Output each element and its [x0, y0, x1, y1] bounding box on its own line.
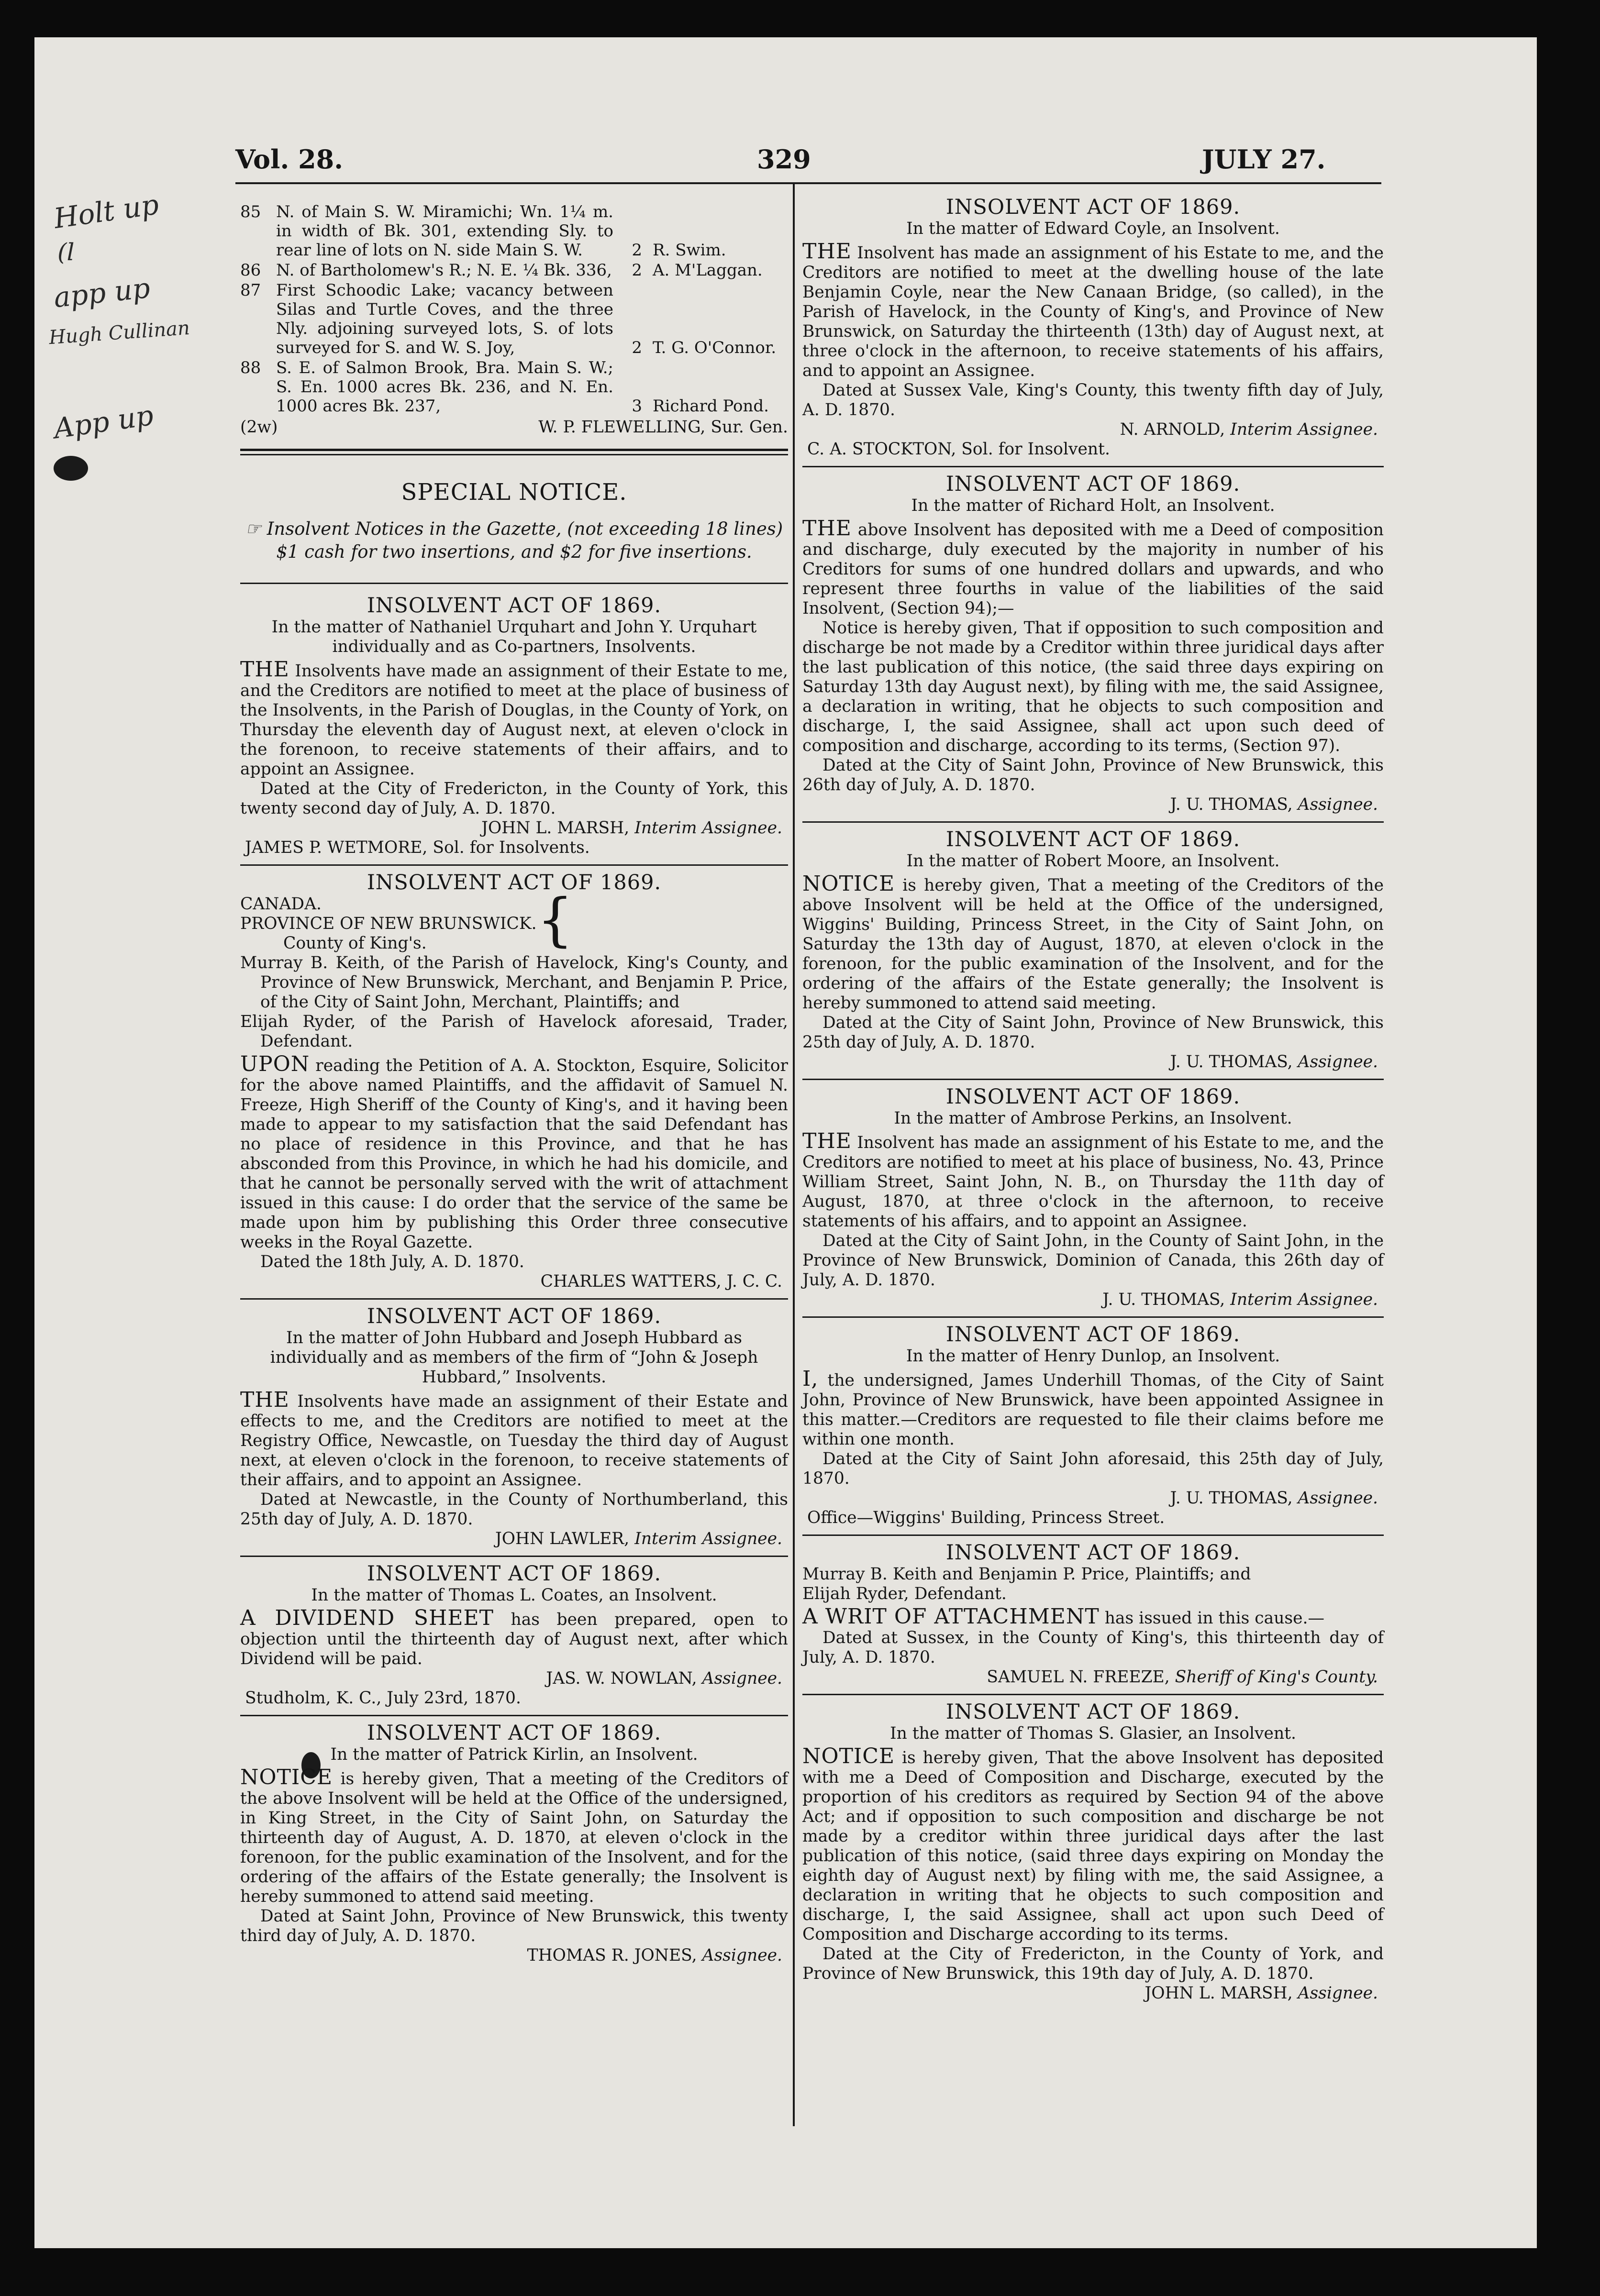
notice-body-text: the undersigned, James Underhill Thomas, of the City of Saint John, Province of New Brunswick, have been appointed Assignee in this matter.—Creditors are requested to file their claims before me within one month.: [802, 1371, 1384, 1449]
notice-matter: In the matter of Ambrose Perkins, an Insolvent.: [894, 1109, 1292, 1128]
notice-lead: NOTICE: [240, 1765, 333, 1789]
notice-body: [802, 1369, 1384, 1449]
signer-role: Interim Assignee.: [634, 1529, 782, 1548]
notice-title: INSOLVENT ACT OF 1869.: [945, 195, 1241, 219]
notice-body-text: is hereby given, That the above Insolvent has deposited with me a Deed of Composition and Discharge, executed by the proportion of his creditors as required by Section 94 of the above Act; and if opposition to such composition and discharge be not made by a creditor within three juridical days after the last publication of this notice, (said three days expiring on Monday the eighth day of August next) by filing with me, the said Assignee, a declaration in writing that he objects to such composition and discharge, I, the said Assignee, shall act upon such Deed of Composition and Discharge according to its terms.: [802, 1748, 1384, 1944]
signer-name: N. ARNOLD,: [1120, 420, 1225, 439]
notice-body: [240, 1608, 788, 1669]
notice-body-text: has issued in this cause.—: [1104, 1609, 1325, 1628]
notice-extra: Office—Wiggins' Building, Princess Street.: [807, 1508, 1165, 1527]
notice-body: [802, 1604, 1384, 1629]
surveyor-general: W. P. FLEWELLING, Sur. Gen.: [538, 418, 788, 437]
notice-body-continued: Notice is hereby given, That if opposition to such composition and discharge be not made by a Creditor within three juridical days after the last publication of this notice, (the said three days expiring on Saturday 13th day August next), by filing with me, the said Assignee, a declaration in writing, that he objects to such composition and discharge, I, the said Assignee, shall act upon such deed of composition and discharge, according to its terms, (Section 97).: [802, 618, 1384, 755]
signer-name: THOMAS R. JONES,: [527, 1946, 697, 1965]
notice-title: INSOLVENT ACT OF 1869.: [945, 472, 1241, 496]
land-list-code: (2w): [240, 418, 278, 437]
header-rule: [235, 182, 1381, 184]
pointing-hand-icon: ☞: [245, 519, 262, 539]
notice-body: [802, 239, 1384, 381]
notice-title: INSOLVENT ACT OF 1869.: [945, 828, 1241, 851]
notice-title: INSOLVENT ACT OF 1869.: [945, 1323, 1241, 1347]
signer-role: Interim Assignee.: [1230, 1290, 1378, 1309]
notice-matter: In the matter of Patrick Kirlin, an Insolvent.: [330, 1745, 698, 1764]
signer-name: SAMUEL N. FREEZE,: [987, 1667, 1170, 1687]
brace-icon: {: [537, 887, 574, 953]
notice-body: [802, 1131, 1384, 1231]
notice-dated: Dated at the City of Fredericton, in the County of York, and Province of New Brunswick, this 19th day of July, A. D. 1870.: [802, 1944, 1384, 1983]
notice-body: [240, 1054, 788, 1252]
notice-signature: [240, 1946, 788, 1965]
land-row-count: 3: [632, 397, 642, 416]
signer-name: JOHN LAWLER,: [495, 1529, 630, 1548]
notice-dated: Dated at the City of Saint John aforesaid, this 25th day of July, 1870.: [802, 1449, 1384, 1488]
notice-body-text: Insolvents have made an assignment of their Estate and effects to me, and the Creditors are notified to meet at the Registry Office, Newcastle, on Tuesday the third day of August next, at eleven o'clock in the forenoon, to receive statements of their affairs, and to appoint an Assignee.: [240, 1392, 788, 1490]
notice-lead: A DIVIDEND SHEET: [240, 1606, 494, 1630]
notice-signature: [240, 1669, 788, 1689]
insolvent-notice: [802, 190, 1384, 464]
notice-signature: [802, 1290, 1384, 1310]
notice-signature: [802, 1052, 1384, 1072]
notice-body: [802, 1746, 1384, 1944]
notice-signature: [240, 1529, 788, 1549]
notice-body-text: above Insolvent has deposited with me a Deed of composition and discharge, duly executed by the majority in number of his Creditors for sums of one hundred dollars and upwards, and who represent three fourths in value of the liabilities of the said Insolvent, (Section 94);—: [802, 520, 1384, 618]
signer-role: Assignee.: [1298, 1984, 1378, 2003]
right-notices: [802, 190, 1384, 2008]
party-line: Murray B. Keith and Benjamin P. Price, Plaintiffs; and: [802, 1565, 1251, 1584]
column-divider: [793, 184, 795, 2126]
insolvent-notice: [802, 1536, 1384, 1692]
notice-lead: THE: [240, 1388, 289, 1412]
notice-signature: [802, 795, 1384, 815]
section-rule: [240, 583, 788, 584]
notice-matter: In the matter of Edward Coyle, an Insolvent.: [906, 219, 1280, 238]
insolvent-notice: [240, 589, 788, 862]
notice-lead: A WRIT OF ATTACHMENT: [802, 1604, 1100, 1629]
special-notice-line-2: $1 cash for two insertions, and $2 for five insertions.: [276, 541, 752, 562]
signer-role: Interim Assignee.: [634, 818, 782, 838]
right-column: [802, 190, 1384, 2008]
notice-dated: Dated at the City of Saint John, in the County of Saint John, in the Province of New Brunswick, Dominion of Canada, this 26th day of July, A. D. 1870.: [802, 1231, 1384, 1290]
insolvent-notice: [802, 467, 1384, 819]
notice-matter: In the matter of Henry Dunlop, an Insolvent.: [906, 1347, 1280, 1366]
signer-name: JAS. W. NOWLAN,: [546, 1669, 697, 1688]
notice-signature: [802, 1984, 1384, 2003]
signer-name: CHARLES WATTERS, J. C. C.: [540, 1272, 782, 1291]
notice-matter: In the matter of Nathaniel Urquhart and John Y. Urquhart individually and as Co-partners, Insolvents.: [271, 618, 757, 656]
signer-name: J. U. THOMAS,: [1170, 1052, 1293, 1071]
notice-signature: [802, 1489, 1384, 1508]
notice-dated: Dated at Sussex, in the County of King's, this thirteenth day of July, A. D. 1870.: [802, 1628, 1384, 1667]
notice-dated: Dated the 18th July, A. D. 1870.: [260, 1252, 524, 1271]
signer-role: Assignee.: [702, 1669, 782, 1688]
notice-body-text: has been prepared, open to objection until the thirteenth day of August next, after which Dividend will be paid.: [240, 1610, 789, 1668]
land-row-number: 86: [240, 261, 261, 280]
land-row: [240, 358, 788, 416]
notice-body-text: Insolvent has made an assignment of his Estate to me, and the Creditors are notified to meet at the dwelling house of the late Benjamin Coyle, near the New Canaan Bridge, (so called), in the Parish of Havelock, in the County of King's, and Province of New Brunswick, on Saturday the thirteenth (13th) day of August next, at three o'clock in the afternoon, to receive statements of his affairs, and to appoint an Assignee.: [802, 243, 1384, 380]
party-line: Elijah Ryder, of the Parish of Havelock aforesaid, Trader, Defendant.: [240, 1012, 788, 1051]
signer-name: J. U. THOMAS,: [1102, 1290, 1225, 1309]
notice-signature: [240, 1272, 788, 1292]
ink-blot: [54, 456, 88, 481]
notice-lead: THE: [240, 657, 289, 682]
court-line: County of King's.: [283, 934, 427, 953]
notice-dated: Dated at the City of Fredericton, in the County of York, this twenty second day of July, A. D. 1870.: [240, 779, 788, 818]
land-row: [240, 281, 788, 357]
notice-lead: THE: [802, 1129, 852, 1153]
notice-matter: In the matter of Richard Holt, an Insolvent.: [911, 496, 1275, 515]
notice-signature: [802, 1667, 1384, 1687]
land-list-footer: [240, 418, 788, 437]
party-line: Elijah Ryder, Defendant.: [802, 1584, 1007, 1603]
notice-matter: In the matter of Thomas L. Coates, an Insolvent.: [311, 1586, 717, 1605]
land-row-number: 88: [240, 358, 261, 377]
court-heading: [240, 887, 788, 953]
signer-name: JOHN L. MARSH,: [481, 818, 630, 838]
margin-note-1: Holt up: [52, 188, 161, 235]
notice-extra: JAMES P. WETMORE, Sol. for Insolvents.: [245, 838, 590, 857]
signer-role: Sheriff of King's County.: [1175, 1667, 1378, 1687]
land-row-applicant: A. M'Laggan.: [653, 261, 763, 280]
land-row-applicant: Richard Pond.: [653, 397, 769, 416]
notice-title: INSOLVENT ACT OF 1869.: [367, 594, 662, 618]
notice-title: INSOLVENT ACT OF 1869.: [945, 1541, 1241, 1565]
notice-dated: Dated at Sussex Vale, King's County, this twenty fifth day of July, A. D. 1870.: [802, 381, 1384, 419]
notice-body: [240, 657, 789, 779]
notice-extra: Studholm, K. C., July 23rd, 1870.: [245, 1689, 521, 1708]
land-row-applicant: R. Swim.: [653, 241, 726, 260]
notice-dated: Dated at Saint John, Province of New Brunswick, this twenty third day of July, A. D. 1870.: [240, 1907, 788, 1945]
notice-dated: Dated at the City of Saint John, Province of New Brunswick, this 26th day of July, A. D. 1870.: [802, 756, 1384, 795]
signer-role: Interim Assignee.: [1230, 420, 1378, 439]
gazette-page: [34, 37, 1537, 2248]
land-row-number: 85: [240, 202, 261, 221]
insolvent-notice: [240, 1557, 788, 1713]
margin-note-2: (l: [57, 238, 75, 266]
signer-role: Assignee.: [702, 1946, 782, 1965]
notice-signature: [240, 818, 788, 838]
section-rule: [240, 449, 788, 455]
insolvent-notice: [802, 1318, 1384, 1533]
land-row-description: S. E. of Salmon Brook, Bra. Main S. W.; S. En. 1000 acres Bk. 236, and N. En. 1000 acres Bk. 237,: [276, 358, 613, 416]
page-number: 329: [757, 144, 811, 175]
notice-body-text: Insolvent has made an assignment of his Estate to me, and the Creditors are notified to meet at his place of business, No. 43, Prince William Street, Saint John, N. B., on Thursday the 11th day of August, 1870, at three o'clock in the afternoon, to receive statements of his affairs, and to appoint an Assignee.: [802, 1133, 1384, 1231]
signer-role: Assignee.: [1298, 1052, 1378, 1071]
court-line: PROVINCE OF NEW BRUNSWICK.: [240, 914, 537, 933]
notice-title: INSOLVENT ACT OF 1869.: [945, 1700, 1241, 1724]
land-row: [240, 261, 788, 280]
notice-lead: THE: [802, 239, 852, 264]
court-line: CANADA.: [240, 894, 322, 914]
land-row-description: First Schoodic Lake; vacancy between Silas and Turtle Coves, and the three Nly. adjoining surveyed lots, S. of lots surveyed for S. and W. S. Joy,: [276, 281, 613, 357]
insolvent-notice: [240, 1716, 788, 1970]
notice-body-text: is hereby given, That a meeting of the Creditors of the above Insolvent will be held at the Office of the undersigned, Wiggins' Building, Princess Street, in the City of Saint John, on Saturday the 13th day of August, 1870, at eleven o'clock in the forenoon, for the public examination of the Insolvent, and for the ordering of the affairs of the Estate generally; the Insolvent is hereby summoned to attend said meeting.: [802, 876, 1384, 1013]
notice-body: [240, 1390, 788, 1490]
signer-role: Assignee.: [1298, 1489, 1378, 1508]
notice-title: INSOLVENT ACT OF 1869.: [367, 1304, 662, 1328]
margin-note-4: Hugh Cullinan: [48, 317, 191, 349]
notice-matter: In the matter of Robert Moore, an Insolvent.: [906, 851, 1280, 871]
margin-note-5: App up: [52, 398, 156, 445]
notice-body-text: is hereby given, That a meeting of the Creditors of the above Insolvent will be held at the Office of the undersigned, in King Street, in the City of Saint John, on Saturday the thirteenth day of August, A. D. 1870, at eleven o'clock in the forenoon, for the public examination of the Insolvent, and for the ordering of the affairs of the Estate generally; the Insolvent is hereby summoned to attend said meeting.: [240, 1769, 788, 1906]
notice-lead: I,: [802, 1367, 819, 1391]
issue-date: JULY 27.: [1202, 144, 1326, 175]
notice-body-text: reading the Petition of A. A. Stockton, Esquire, Solicitor for the above named Plaintiffs, and the affidavit of Samuel N. Freeze, High Sheriff of the County of King's, and it having been made to appear to my satisfaction that the said Defendant has no place of residence in this Province, and that he has absconded from this Province, in which he had his domicile, and that he cannot be personally served with the writ of attachment issued in this cause: I do order that the service of the same be made upon him by publishing this Order three consecutive weeks in the Royal Gazette.: [240, 1056, 788, 1252]
land-row-number: 87: [240, 281, 261, 300]
special-notice-line-1: ☞ Insolvent Notices in the Gazette, (not exceeding 18 lines): [245, 519, 783, 539]
land-row-description: N. of Bartholomew's R.; N. E. ¼ Bk. 336,: [276, 261, 612, 280]
party-line: Murray B. Keith, of the Parish of Havelock, King's County, and Province of New Brunswick, Merchant, and Benjamin P. Price, of the City of Saint John, Merchant, Plaintiffs; and: [240, 953, 788, 1012]
land-row-applicant: T. G. O'Connor.: [653, 338, 777, 357]
signer-role: Assignee.: [1298, 795, 1378, 814]
insolvent-notice: [802, 823, 1384, 1077]
insolvent-notice: [240, 866, 788, 1296]
land-row-count: 2: [632, 261, 642, 280]
land-row-count: 2: [632, 338, 642, 357]
signer-name: J. U. THOMAS,: [1170, 795, 1293, 814]
land-row: [240, 202, 788, 260]
insolvent-notice: [802, 1695, 1384, 2008]
notice-extra: C. A. STOCKTON, Sol. for Insolvent.: [807, 440, 1110, 459]
land-row-count: 2: [632, 241, 642, 260]
notice-body: [802, 874, 1384, 1013]
land-list: [240, 202, 788, 416]
insolvent-notice: [802, 1080, 1384, 1314]
notice-matter: In the matter of Thomas S. Glasier, an Insolvent.: [890, 1724, 1296, 1743]
notice-body: [240, 1767, 788, 1907]
notice-matter: In the matter of John Hubbard and Joseph Hubbard as individually and as members of the firm of “John & Joseph Hubbard,” Insolvents.: [270, 1328, 758, 1387]
signer-name: J. U. THOMAS,: [1170, 1489, 1293, 1508]
margin-note-3: app up: [52, 271, 152, 314]
notice-title: INSOLVENT ACT OF 1869.: [945, 1085, 1241, 1109]
notice-lead: UPON: [240, 1052, 310, 1076]
notice-body-text: Insolvents have made an assignment of their Estate to me, and the Creditors are notified to meet at the place of business of the Insolvents, in the Parish of Douglas, in the County of York, on Thursday the eleventh day of August next, at eleven o'clock in the forenoon, to receive statements of their affairs, and to appoint an Assignee.: [240, 662, 789, 779]
left-notices: [240, 589, 788, 1970]
land-row-description: N. of Main S. W. Miramichi; Wn. 1¼ m. in width of Bk. 301, extending Sly. to rear line of lots on N. side Main S. W.: [276, 202, 613, 260]
notice-body: [802, 516, 1384, 618]
notice-title: INSOLVENT ACT OF 1869.: [367, 1721, 662, 1745]
signer-name: JOHN L. MARSH,: [1144, 1984, 1293, 2003]
notice-dated: Dated at Newcastle, in the County of Northumberland, this 25th day of July, A. D. 1870.: [240, 1490, 788, 1529]
notice-lead: NOTICE: [802, 1744, 895, 1768]
notice-dated: Dated at the City of Saint John, Province of New Brunswick, this 25th day of July, A. D. 1870.: [802, 1013, 1384, 1052]
left-column: [240, 202, 788, 1970]
notice-signature: [802, 420, 1384, 440]
volume-number: Vol. 28.: [235, 144, 344, 175]
special-notice-title: SPECIAL NOTICE.: [401, 479, 627, 506]
notice-lead: THE: [802, 516, 852, 541]
notice-title: INSOLVENT ACT OF 1869.: [367, 1562, 662, 1586]
notice-title: INSOLVENT ACT OF 1869.: [367, 871, 662, 894]
notice-lead: NOTICE: [802, 872, 895, 896]
insolvent-notice: [240, 1300, 788, 1554]
